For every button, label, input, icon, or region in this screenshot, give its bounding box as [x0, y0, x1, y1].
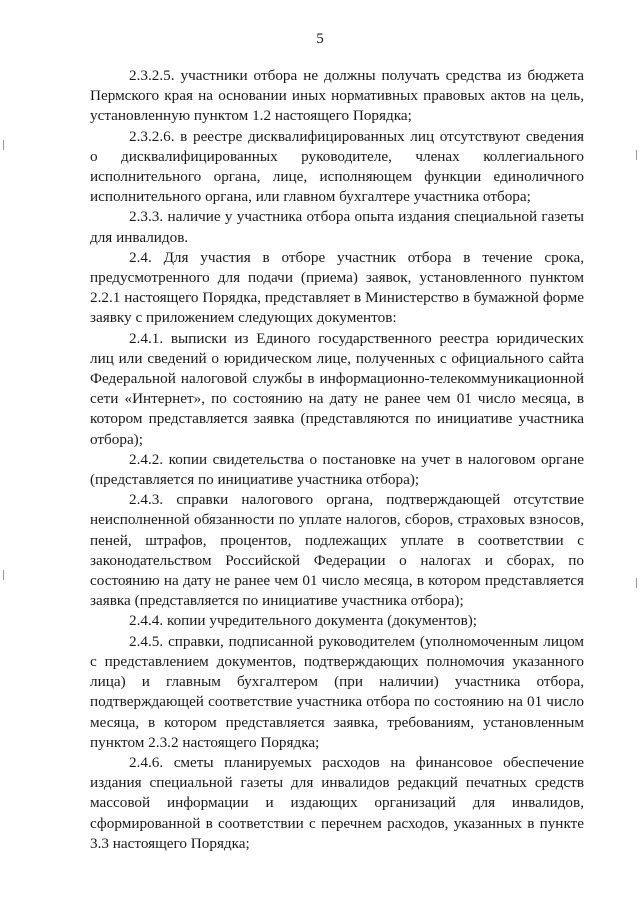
paragraph-2-4-6: 2.4.6. сметы планируемых расходов на финансовое обеспечение издания специальной газеты для инвалидов редакций печатных средств массовой информации и издающих организаций для инвалидов, сформированной в соответствии с перечнем расходов, указанных в пункте 3.3 настоящего Порядка; [90, 753, 584, 852]
paragraph-2-4-3: 2.4.3. справки налогового органа, подтверждающей отсутствие неисполненной обязанности по уплате налогов, сборов, страховых взносов, пеней, штрафов, процентов, подлежащих уплате в соответствии с законодательством Российской Федерации о налогах и сборах, по состоянию на дату не ранее чем 01 число месяца, в котором представляется заявка (представляется по инициативе участника отбора); [90, 491, 584, 610]
paragraph-2-4-2: 2.4.2. копии свидетельства о постановке на учет в налоговом органе (представляется по инициативе участника отбора); [90, 450, 584, 489]
paragraph-2-4-5: 2.4.5. справки, подписанной руководителем (уполномоченным лицом с представлением документов, подтверждающих полномочия указанного лица) и главным бухгалтером (при наличии) участника отбора, подтверждающей соответствие участника отбора по состоянию на 01 число месяца, в котором представляется заявка, требованиям, установленным пунктом 2.3.2 настоящего Порядка; [90, 632, 584, 751]
paragraph-2-4-1: 2.4.1. выписки из Единого государственного реестра юридических лиц или сведений о юридическом лице, полученных с официального сайта Федеральной налоговой службы в информационно-телекоммуникационной сети «Интернет», по состоянию на дату не ранее чем 01 число месяца, в котором представляется заявка (представляются по инициативе участника отбора); [90, 329, 584, 448]
paragraph-2-3-3: 2.3.3. наличие у участника отбора опыта издания специальной газеты для инвалидов. [90, 208, 584, 246]
paragraph-2-3-2-5: 2.3.2.5. участники отбора не должны получать средства из бюджета Пермского края на основании иных нормативных правовых актов на цель, установленную пунктом 1.2 настоящего Порядка; [90, 67, 584, 125]
page-number: 5 [316, 31, 324, 47]
scan-edge-mark-right [636, 150, 637, 160]
paragraph-2-4-4: 2.4.4. копии учредительного документа (документов); [129, 612, 478, 630]
scan-edge-mark-left [3, 140, 4, 150]
paragraph-2-4: 2.4. Для участия в отборе участник отбора в течение срока, предусмотренного для подачи (приема) заявок, установленного пунктом 2.2.1 настоящего Порядка, представляет в Министерство в бумажной форме заявку с приложением следующих документов: [90, 248, 584, 327]
scan-edge-mark-left-lower [3, 570, 4, 580]
document-body [90, 66, 584, 854]
paragraph-2-3-2-6: 2.3.2.6. в реестре дисквалифицированных лиц отсутствуют сведения о дисквалифицированных руководителе, членах коллегиального исполнительного органа, лице, исполняющем функции единоличного исполнительного органа, или главном бухгалтере участника отбора; [90, 127, 584, 206]
scan-edge-mark-right-lower [636, 578, 637, 588]
